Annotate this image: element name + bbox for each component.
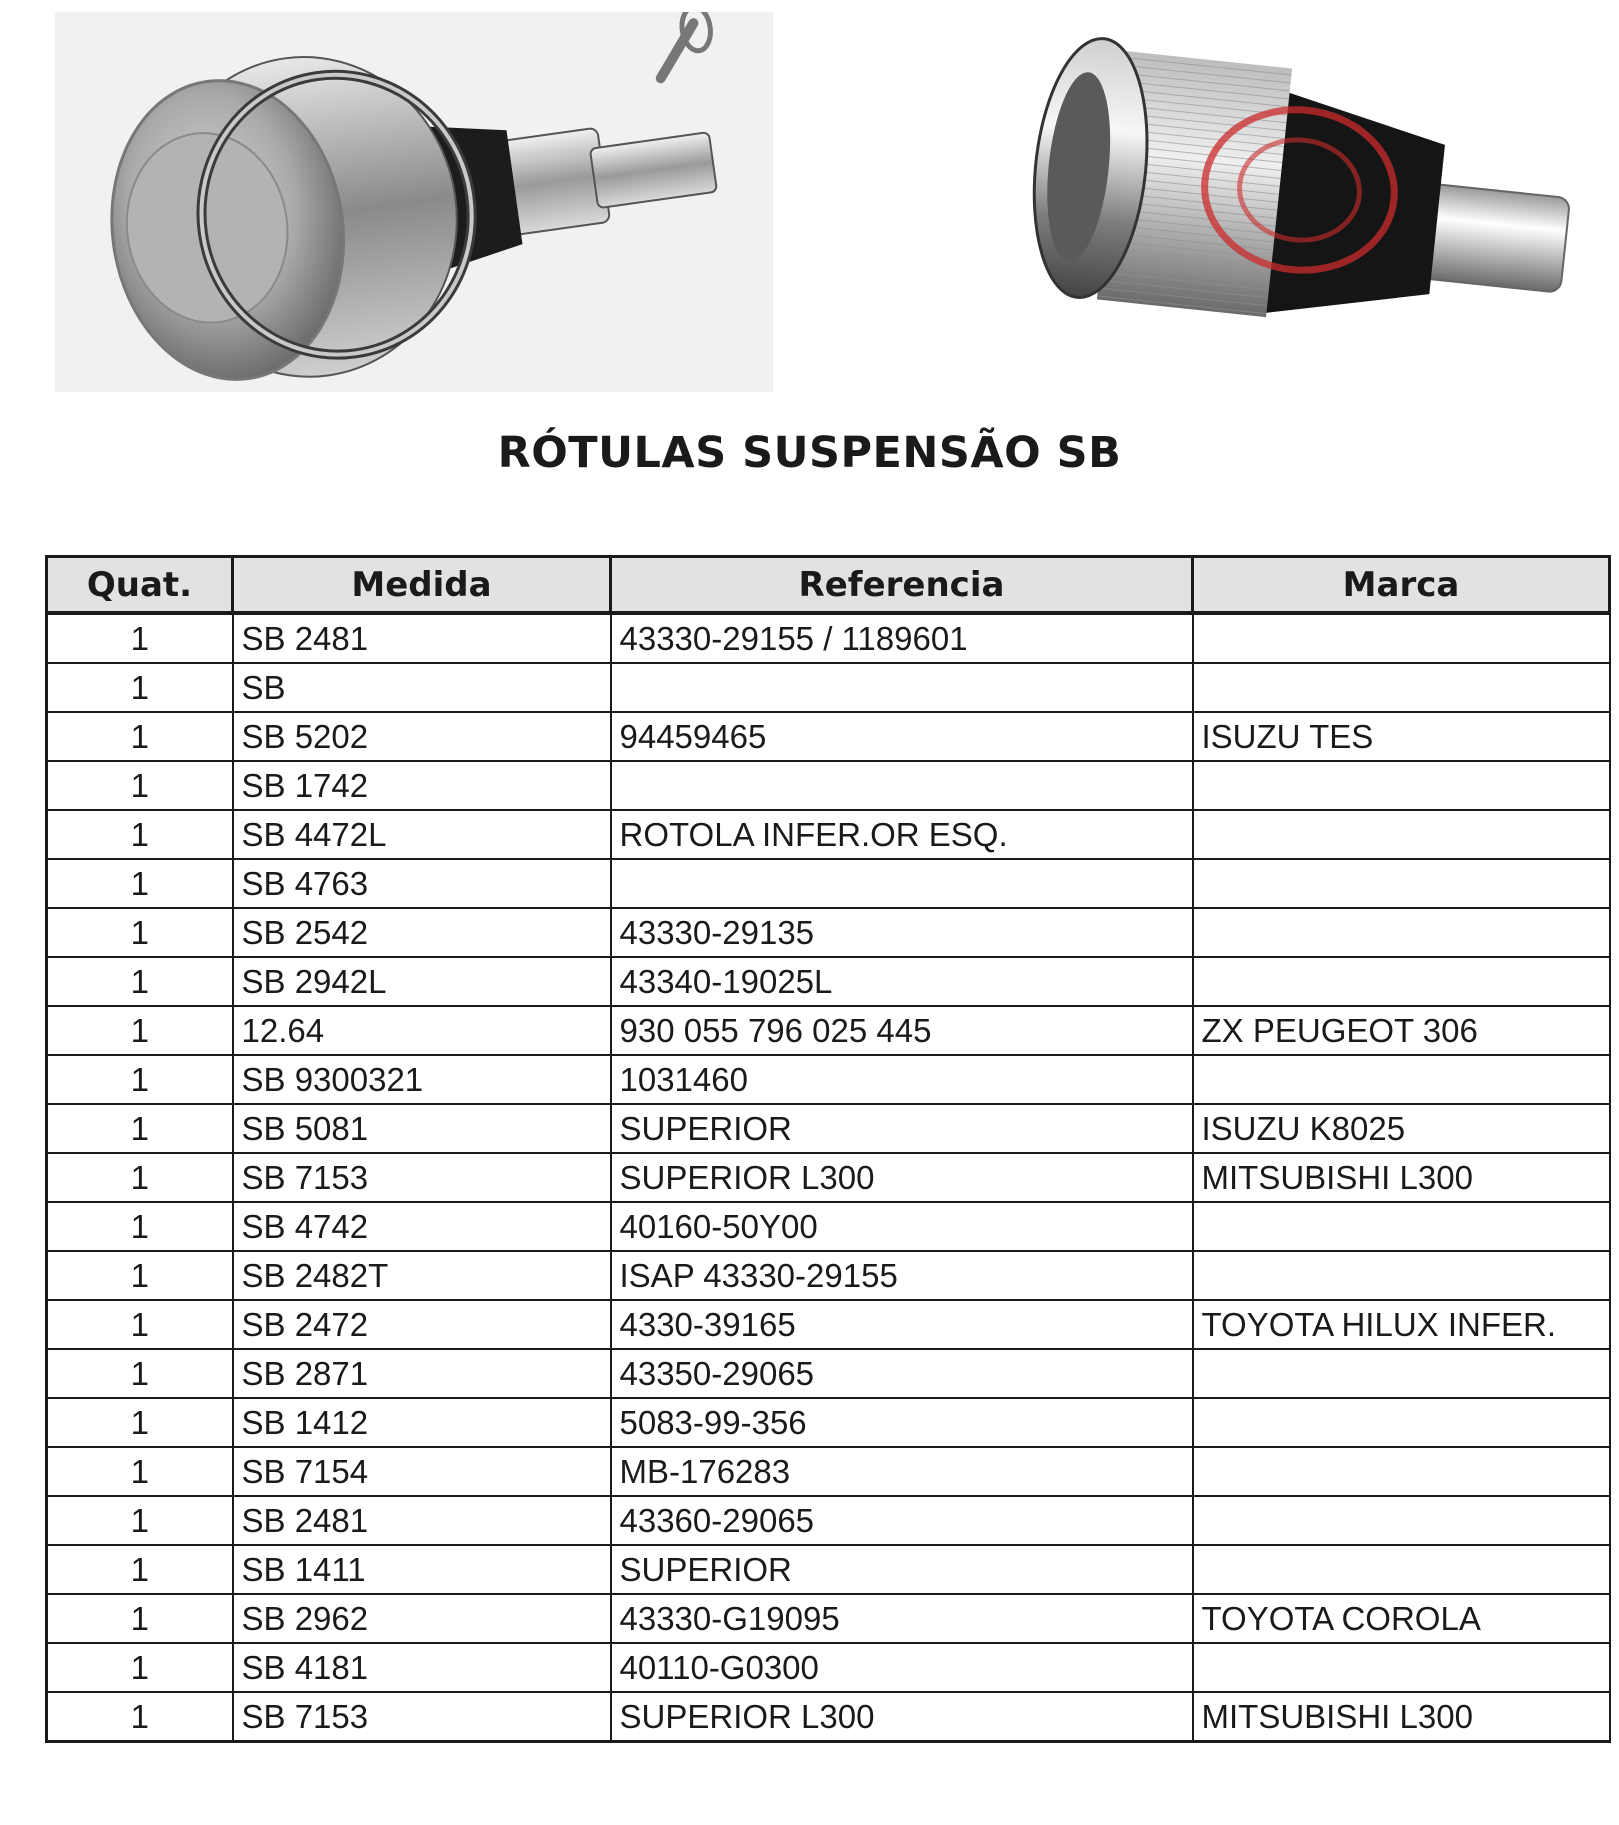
table-row bbox=[47, 1594, 1610, 1643]
cell-quat: 1 bbox=[47, 1594, 233, 1643]
cell-referencia: SUPERIOR L300 bbox=[611, 1153, 1193, 1202]
cell-medida: SB 5081 bbox=[233, 1104, 611, 1153]
cell-marca bbox=[1193, 1055, 1610, 1104]
header-marca: Marca bbox=[1193, 557, 1610, 614]
cell-medida: SB 2962 bbox=[233, 1594, 611, 1643]
cell-quat: 1 bbox=[47, 712, 233, 761]
cell-medida: SB bbox=[233, 663, 611, 712]
cell-referencia: 930 055 796 025 445 bbox=[611, 1006, 1193, 1055]
cell-medida: SB 7153 bbox=[233, 1692, 611, 1742]
cell-medida: SB 2482T bbox=[233, 1251, 611, 1300]
header-referencia: Referencia bbox=[611, 557, 1193, 614]
table-row bbox=[47, 908, 1610, 957]
cell-marca bbox=[1193, 1643, 1610, 1692]
cell-referencia bbox=[611, 859, 1193, 908]
table-row bbox=[47, 1643, 1610, 1692]
cell-medida: SB 1412 bbox=[233, 1398, 611, 1447]
cell-medida: SB 4742 bbox=[233, 1202, 611, 1251]
cell-marca: MITSUBISHI L300 bbox=[1193, 1692, 1610, 1742]
cell-marca bbox=[1193, 1349, 1610, 1398]
cell-referencia: 40110-G0300 bbox=[611, 1643, 1193, 1692]
cell-referencia: 43350-29065 bbox=[611, 1349, 1193, 1398]
cell-marca bbox=[1193, 1251, 1610, 1300]
header-medida: Medida bbox=[233, 557, 611, 614]
cell-marca bbox=[1193, 908, 1610, 957]
table-row bbox=[47, 1349, 1610, 1398]
cell-quat: 1 bbox=[47, 613, 233, 663]
ball-joint-illustration-right bbox=[1000, 20, 1590, 350]
cell-medida: SB 2472 bbox=[233, 1300, 611, 1349]
cell-quat: 1 bbox=[47, 1545, 233, 1594]
cell-quat: 1 bbox=[47, 1251, 233, 1300]
cell-medida: SB 4472L bbox=[233, 810, 611, 859]
cell-marca: ISUZU TES bbox=[1193, 712, 1610, 761]
cell-medida: 12.64 bbox=[233, 1006, 611, 1055]
table-row bbox=[47, 1545, 1610, 1594]
cell-marca bbox=[1193, 1545, 1610, 1594]
cell-medida: SB 5202 bbox=[233, 712, 611, 761]
cell-quat: 1 bbox=[47, 663, 233, 712]
cell-referencia: MB-176283 bbox=[611, 1447, 1193, 1496]
cell-medida: SB 2871 bbox=[233, 1349, 611, 1398]
cell-quat: 1 bbox=[47, 810, 233, 859]
cell-marca bbox=[1193, 1202, 1610, 1251]
cell-medida: SB 2542 bbox=[233, 908, 611, 957]
cell-marca bbox=[1193, 1496, 1610, 1545]
table-row bbox=[47, 1692, 1610, 1742]
cell-referencia: 94459465 bbox=[611, 712, 1193, 761]
cell-medida: SB 7154 bbox=[233, 1447, 611, 1496]
cell-referencia: 43360-29065 bbox=[611, 1496, 1193, 1545]
table-row bbox=[47, 957, 1610, 1006]
cell-quat: 1 bbox=[47, 908, 233, 957]
cell-referencia bbox=[611, 663, 1193, 712]
table-row bbox=[47, 1202, 1610, 1251]
cell-marca: TOYOTA HILUX INFER. bbox=[1193, 1300, 1610, 1349]
cell-referencia bbox=[611, 761, 1193, 810]
cell-quat: 1 bbox=[47, 1496, 233, 1545]
cell-referencia: 40160-50Y00 bbox=[611, 1202, 1193, 1251]
cell-referencia: 43340-19025L bbox=[611, 957, 1193, 1006]
cell-medida: SB 1742 bbox=[233, 761, 611, 810]
cell-referencia: 1031460 bbox=[611, 1055, 1193, 1104]
cell-marca: MITSUBISHI L300 bbox=[1193, 1153, 1610, 1202]
cell-quat: 1 bbox=[47, 1202, 233, 1251]
cell-marca bbox=[1193, 1398, 1610, 1447]
cell-medida: SB 1411 bbox=[233, 1545, 611, 1594]
cell-referencia: 5083-99-356 bbox=[611, 1398, 1193, 1447]
cell-quat: 1 bbox=[47, 1643, 233, 1692]
ball-joint-photo-right bbox=[1000, 20, 1590, 350]
cell-medida: SB 4763 bbox=[233, 859, 611, 908]
table-row bbox=[47, 712, 1610, 761]
table-row bbox=[47, 859, 1610, 908]
cell-referencia: SUPERIOR bbox=[611, 1545, 1193, 1594]
page-title: RÓTULAS SUSPENSÃO SB bbox=[497, 428, 1122, 478]
cell-medida: SB 2942L bbox=[233, 957, 611, 1006]
cell-referencia: SUPERIOR bbox=[611, 1104, 1193, 1153]
cell-quat: 1 bbox=[47, 1006, 233, 1055]
cell-quat: 1 bbox=[47, 1104, 233, 1153]
cell-marca bbox=[1193, 663, 1610, 712]
cell-referencia: 4330-39165 bbox=[611, 1300, 1193, 1349]
cell-referencia: ROTOLA INFER.OR ESQ. bbox=[611, 810, 1193, 859]
cell-marca bbox=[1193, 613, 1610, 663]
cell-medida: SB 7153 bbox=[233, 1153, 611, 1202]
cell-quat: 1 bbox=[47, 1153, 233, 1202]
cell-referencia: 43330-29155 / 1189601 bbox=[611, 613, 1193, 663]
cell-medida: SB 2481 bbox=[233, 1496, 611, 1545]
cell-marca: ZX PEUGEOT 306 bbox=[1193, 1006, 1610, 1055]
cell-referencia: 43330-G19095 bbox=[611, 1594, 1193, 1643]
cell-quat: 1 bbox=[47, 1692, 233, 1742]
cell-quat: 1 bbox=[47, 859, 233, 908]
table-row bbox=[47, 1251, 1610, 1300]
cell-quat: 1 bbox=[47, 1447, 233, 1496]
table-row bbox=[47, 761, 1610, 810]
cell-medida: SB 9300321 bbox=[233, 1055, 611, 1104]
header-quat: Quat. bbox=[47, 557, 233, 614]
cell-referencia: 43330-29135 bbox=[611, 908, 1193, 957]
cell-quat: 1 bbox=[47, 761, 233, 810]
cell-marca: TOYOTA COROLA bbox=[1193, 1594, 1610, 1643]
cell-quat: 1 bbox=[47, 957, 233, 1006]
ball-joint-photo-left bbox=[55, 12, 773, 392]
table-row bbox=[47, 810, 1610, 859]
table-row bbox=[47, 1496, 1610, 1545]
table-header-row bbox=[47, 557, 1610, 614]
table-row bbox=[47, 1153, 1610, 1202]
cell-quat: 1 bbox=[47, 1300, 233, 1349]
cell-medida: SB 2481 bbox=[233, 613, 611, 663]
cell-marca bbox=[1193, 1447, 1610, 1496]
table-row bbox=[47, 1006, 1610, 1055]
ball-joint-illustration-left bbox=[55, 12, 773, 392]
cell-marca bbox=[1193, 761, 1610, 810]
parts-table bbox=[45, 555, 1611, 1743]
cell-marca bbox=[1193, 810, 1610, 859]
cell-marca bbox=[1193, 859, 1610, 908]
table-row bbox=[47, 663, 1610, 712]
cell-quat: 1 bbox=[47, 1398, 233, 1447]
cell-quat: 1 bbox=[47, 1055, 233, 1104]
table-row bbox=[47, 1300, 1610, 1349]
cell-quat: 1 bbox=[47, 1349, 233, 1398]
table-row bbox=[47, 1447, 1610, 1496]
cell-marca: ISUZU K8025 bbox=[1193, 1104, 1610, 1153]
table-row bbox=[47, 1055, 1610, 1104]
cell-referencia: SUPERIOR L300 bbox=[611, 1692, 1193, 1742]
table-row bbox=[47, 1104, 1610, 1153]
cell-marca bbox=[1193, 957, 1610, 1006]
table-row bbox=[47, 613, 1610, 663]
table-body bbox=[47, 613, 1610, 1742]
cell-medida: SB 4181 bbox=[233, 1643, 611, 1692]
table-row bbox=[47, 1398, 1610, 1447]
cell-referencia: ISAP 43330-29155 bbox=[611, 1251, 1193, 1300]
